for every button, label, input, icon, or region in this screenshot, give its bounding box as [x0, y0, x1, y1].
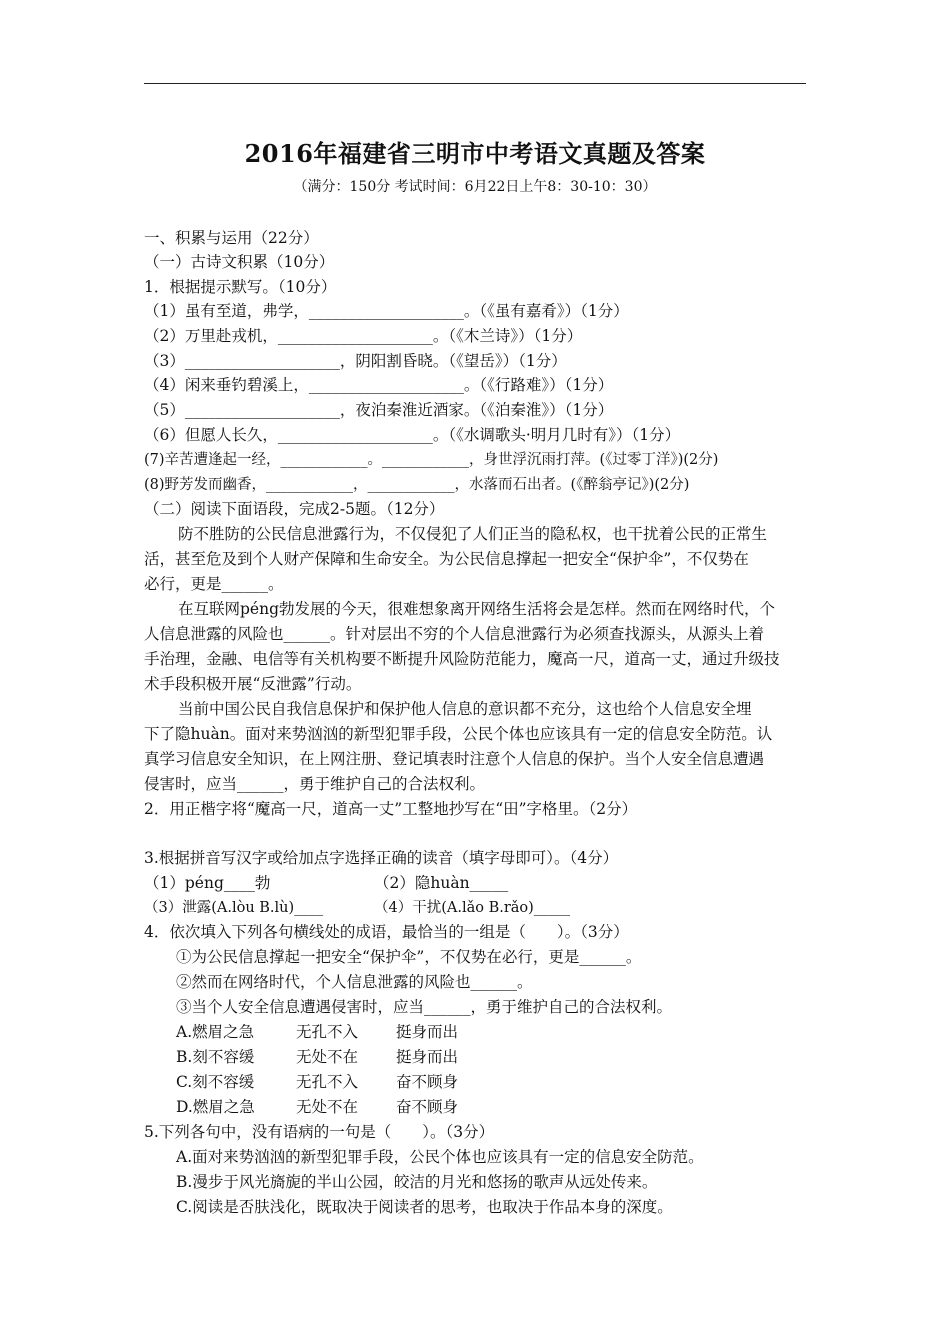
question-3-item: （3）泄露(A.lòu B.lù)____	[144, 900, 324, 916]
question-5-option: B.漫步于风光旖旎的半山公园，皎洁的月光和悠扬的歌声从远处传来。	[176, 1173, 658, 1191]
option-word: C.刻不容缓	[176, 1073, 255, 1091]
passage-line: 在互联网péng勃发展的今天，很难想象离开网络生活将会是怎样。然而在网络时代，个	[178, 600, 776, 618]
question-4-option	[176, 1097, 458, 1117]
question-3-item: （2）隐huàn_____	[374, 874, 509, 892]
passage-line: 手治理，金融、电信等有关机构要不断提升风险防范能力，魔高一尺，道高一丈，通过升级技	[144, 650, 780, 668]
option-word: D.燃眉之急	[176, 1098, 255, 1116]
passage-line: 活，甚至危及到个人财产保障和生命安全。为公民信息撑起一把安全“保护伞”，不仅势在	[144, 550, 749, 568]
question-1-item: （2）万里赴戎机，____________________。（《木兰诗》）（1分）	[144, 327, 583, 345]
question-1-item: （1）虽有至道，弗学，____________________。（《虽有嘉肴》）（1分）	[144, 302, 629, 320]
option-word: 挺身而出	[396, 1048, 459, 1066]
subsection-heading: （一）古诗文积累（10分）	[144, 253, 335, 271]
question-4-option	[176, 1072, 458, 1092]
subsection-heading: （二）阅读下面语段，完成2-5题。（12分）	[144, 500, 445, 518]
option-word: 无处不在	[296, 1048, 359, 1066]
question-4-stem: 4．依次填入下列各句横线处的成语，最恰当的一组是（ ）。（3分）	[144, 923, 629, 941]
question-1-item: （6）但愿人长久，____________________。（《水调歌头·明月几时有》）（1分）	[144, 426, 681, 444]
question-1-item: （4）闲来垂钓碧溪上，____________________。（《行路难》）（1分）	[144, 376, 614, 394]
question-4-sentence: ②然而在网络时代，个人信息泄露的风险也______。	[176, 973, 533, 991]
question-5-stem: 5.下列各句中，没有语病的一句是（ ）。（3分）	[144, 1123, 495, 1141]
question-1-item: (8)野芳发而幽香，____________，____________，水落而石出者。(《醉翁亭记》)(2分)	[144, 477, 690, 493]
section-heading: 一、积累与运用（22分）	[144, 229, 319, 247]
passage-line: 当前中国公民自我信息保护和保护他人信息的意识都不充分，这也给个人信息安全埋	[178, 700, 752, 718]
exam-info: （满分：150分 考试时间：6月22日上午8：30-10：30）	[293, 179, 657, 195]
writing-grid-area	[144, 824, 344, 844]
question-2: 2．用正楷字将“魔高一尺，道高一丈”工整地抄写在“田”字格里。（2分）	[144, 800, 638, 818]
option-word: A.燃眉之急	[176, 1023, 255, 1041]
question-1-item: （3）____________________，阴阳割昏晓。（《望岳》）（1分）	[144, 352, 567, 370]
question-3-row	[144, 898, 570, 918]
question-3-item: （4）干扰(A.lǎo B.rǎo)_____	[374, 900, 571, 916]
passage-line: 下了隐huàn。面对来势汹汹的新型犯罪手段，公民个体也应该具有一定的信息安全防范。认	[144, 725, 773, 743]
option-word: 挺身而出	[396, 1023, 459, 1041]
question-3-item: （1）péng____勃	[144, 874, 271, 892]
option-word: B.刻不容缓	[176, 1048, 255, 1066]
option-word: 奋不顾身	[396, 1098, 459, 1116]
question-3-row	[144, 873, 508, 893]
passage-line: 侵害时，应当______，勇于维护自己的合法权利。	[144, 775, 486, 793]
question-1-item: (7)辛苦遭逢起一经，____________。____________，身世浮沉雨打萍。(《过零丁洋》)(2分)	[144, 452, 719, 468]
option-word: 无处不在	[296, 1098, 359, 1116]
option-word: 无孔不入	[296, 1023, 359, 1041]
option-word: 无孔不入	[296, 1073, 359, 1091]
passage-line: 人信息泄露的风险也______。针对层出不穷的个人信息泄露行为必须查找源头，从源头上着	[144, 625, 765, 643]
page-title: 2016年福建省三明市中考语文真题及答案	[244, 139, 706, 168]
option-word: 奋不顾身	[396, 1073, 459, 1091]
question-4-sentence: ③当个人安全信息遭遇侵害时，应当______，勇于维护自己的合法权利。	[176, 998, 673, 1016]
passage-line: 必行，更是______。	[144, 575, 284, 593]
question-5-option: C.阅读是否肤浅化，既取决于阅读者的思考，也取决于作品本身的深度。	[176, 1198, 673, 1216]
question-5-option: A.面对来势汹汹的新型犯罪手段，公民个体也应该具有一定的信息安全防范。	[176, 1148, 704, 1166]
question-1-item: （5）____________________，夜泊秦淮近酒家。（《泊秦淮》）（1分）	[144, 401, 614, 419]
question-4-sentence: ①为公民信息撑起一把安全“保护伞”，不仅势在必行，更是______。	[176, 948, 642, 966]
question-3-stem: 3.根据拼音写汉字或给加点字选择正确的读音（填字母即可）。（4分）	[144, 849, 619, 867]
passage-line: 术手段积极开展“反泄露”行动。	[144, 675, 362, 693]
question-4-option	[176, 1047, 458, 1067]
question-4-option	[176, 1022, 458, 1042]
question-1-stem: 1．根据提示默写。（10分）	[144, 278, 337, 296]
passage-line: 真学习信息安全知识，在上网注册、登记填表时注意个人信息的保护。当个人安全信息遭遇	[144, 750, 765, 768]
passage-line: 防不胜防的公民信息泄露行为，不仅侵犯了人们正当的隐私权，也干扰着公民的正常生	[178, 525, 768, 543]
header-rule	[144, 83, 806, 84]
